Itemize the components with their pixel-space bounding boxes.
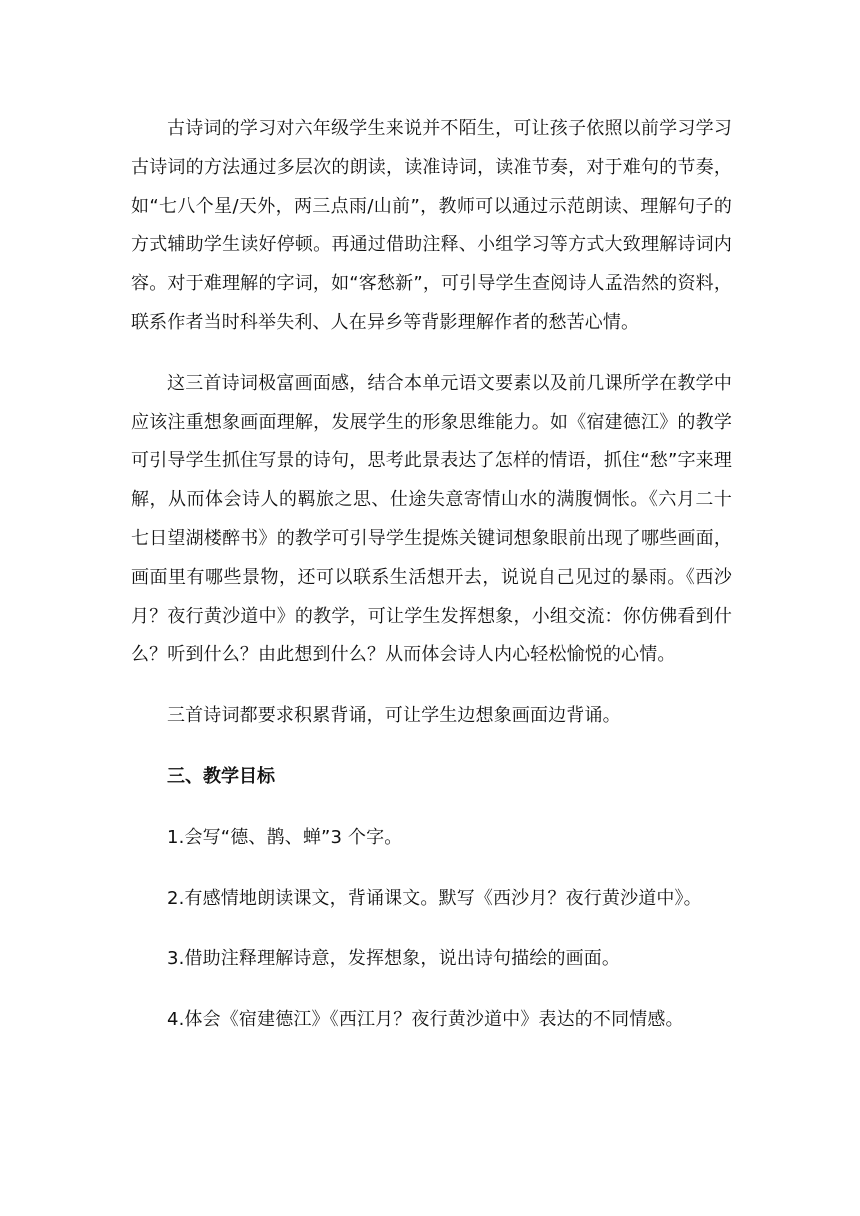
goal-item-1: 1.会写“德、鹊、蝉”3 个字。 [167, 826, 403, 848]
goal-item-3: 3.借助注释理解诗意，发挥想象，说出诗句描绘的画面。 [167, 948, 621, 970]
paragraph-recitation: 三首诗词都要求积累背诵，可让学生边想象画面边背诵。 [167, 705, 621, 727]
section-heading-teaching-goals: 三、教学目标 [167, 765, 275, 787]
goal-item-2: 2.有感情地朗读课文，背诵课文。默写《西沙月？夜行黄沙道中》。 [167, 887, 702, 909]
document-body [131, 110, 732, 1040]
goal-item-4: 4.体会《宿建德江》《西江月？夜行黄沙道中》表达的不同情感。 [167, 1009, 684, 1031]
paragraph-reading-method: 古诗词的学习对六年级学生来说并不陌生，可让孩子依照以前学习学习古诗词的方法通过多层次的朗读，读准诗词，读准节奏，对于难句的节奏，如“七八个星/天外，两三点雨/山前”，教师可以通过示范朗读、理解句子的方式辅助学生读好停顿。再通过借助注释、小组学习等方式大致理解诗词内容。对于难理解的字词，如“客愁新”，可引导学生查阅诗人孟浩然的资料，联系作者当时科举失利、人在异乡等背影理解作者的愁苦心情。 [131, 118, 732, 333]
paragraph-imagery-teaching: 这三首诗词极富画面感，结合本单元语文要素以及前几课所学在教学中应该注重想象画面理解，发展学生的形象思维能力。如《宿建德江》的教学可引导学生抓住写景的诗句，思考此景表达了怎样的情语，抓住“愁”字来理解，从而体会诗人的羁旅之思、仕途失意寄情山水的满腹惆怅。《六月二十七日望湖楼醉书》的教学可引导学生提炼关键词想象眼前出现了哪些画面，画面里有哪些景物，还可以联系生活想开去，说说自己见过的暴雨。《西沙月？夜行黄沙道中》的教学，可让学生发挥想象，小组交流：你仿佛看到什么？听到什么？由此想到什么？从而体会诗人内心轻松愉悦的心情。 [131, 372, 732, 666]
